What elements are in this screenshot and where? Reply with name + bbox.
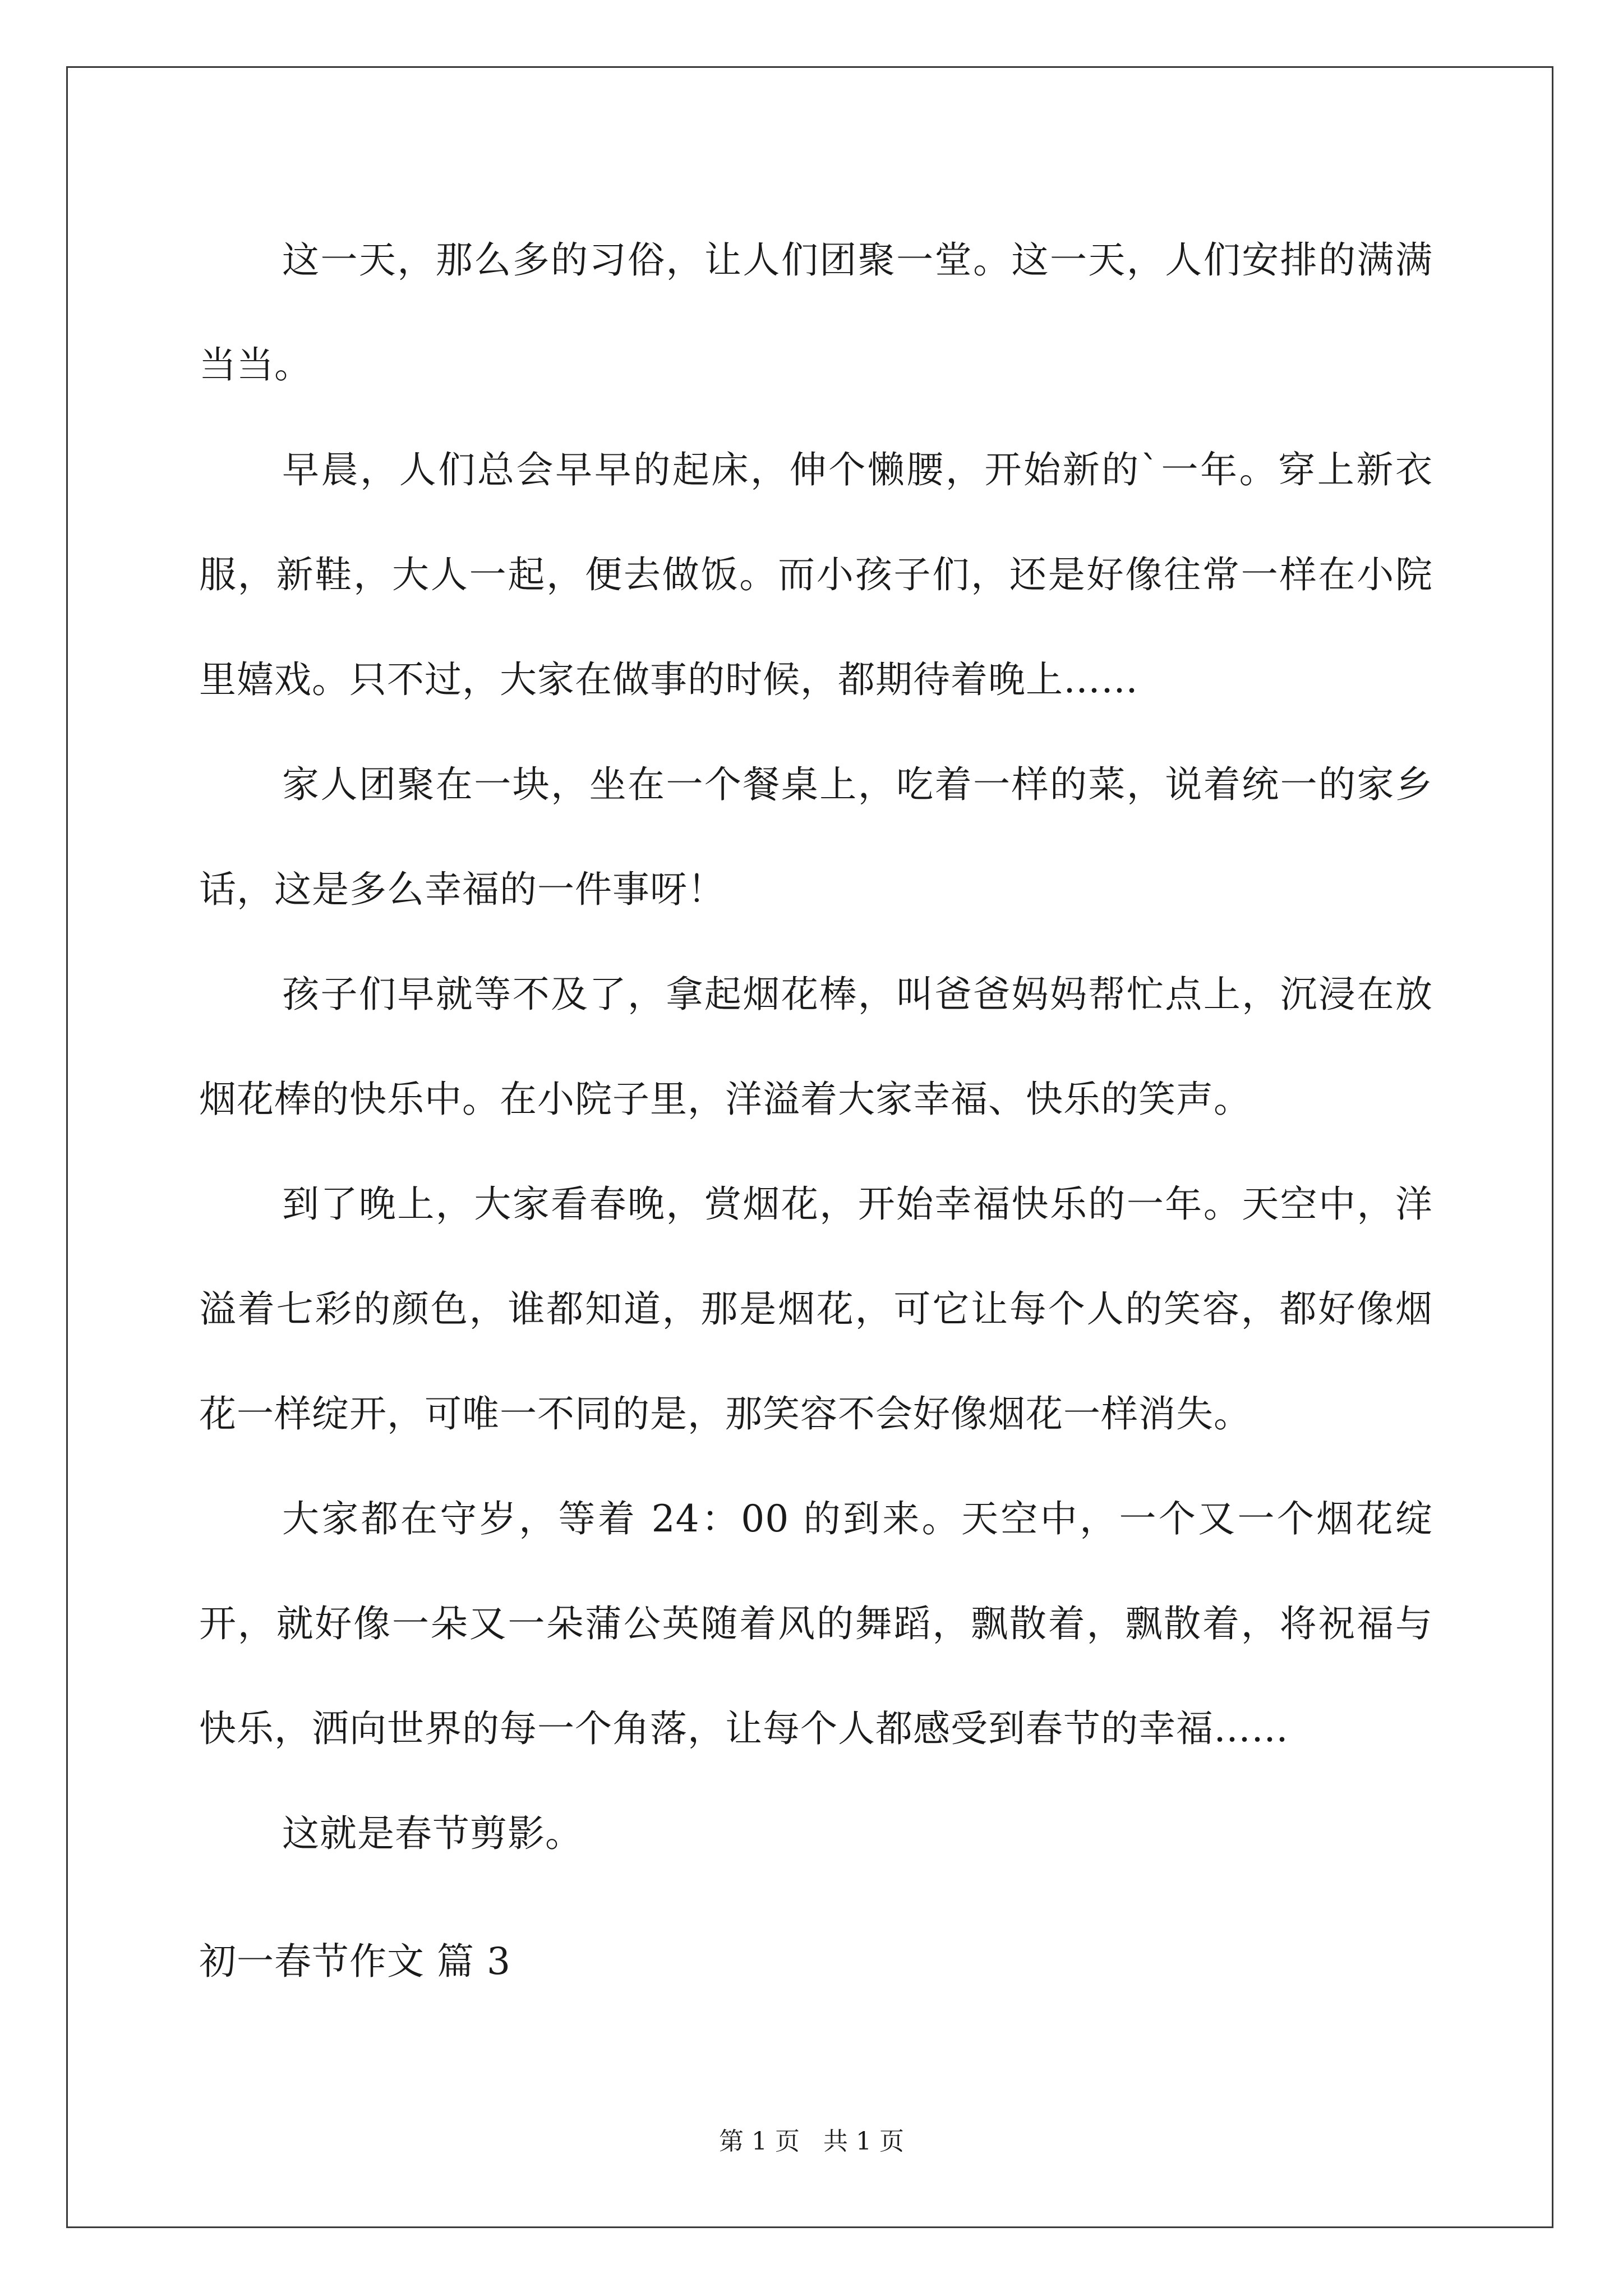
paragraph-3: 家人团聚在一块，坐在一个餐桌上，吃着一样的菜，说着统一的家乡话，这是多么幸福的一件事呀！	[199, 763, 1433, 911]
paragraph-5: 到了晚上，大家看春晚，赏烟花，开始幸福快乐的一年。天空中，洋溢着七彩的颜色，谁都知道，那是烟花，可它让每个人的笑容，都好像烟花一样绽开，可唯一不同的是，那笑容不会好像烟花一样消失。	[199, 1182, 1433, 1435]
page-total: 共 1 页	[823, 2127, 904, 2156]
paragraph-4: 孩子们早就等不及了，拿起烟花棒，叫爸爸妈妈帮忙点上，沉浸在放烟花棒的快乐中。在小院子里，洋溢着大家幸福、快乐的笑声。	[199, 973, 1433, 1121]
document-body	[199, 208, 1433, 1886]
paragraph-7: 这就是春节剪影。	[282, 1812, 583, 1855]
paragraph-2: 早晨，人们总会早早的起床，伸个懒腰，开始新的`一年。穿上新衣服，新鞋，大人一起，便去做饭。而小孩子们，还是好像往常一样在小院里嬉戏。只不过，大家在做事的时候，都期待着晚上……	[199, 448, 1433, 701]
paragraph-6: 大家都在守岁，等着 24：00 的到来。天空中，一个又一个烟花绽开，就好像一朵又一朵蒲公英随着风的舞蹈，飘散着，飘散着，将祝福与快乐，洒向世界的每一个角落，让每个人都感受到春节的幸福……	[199, 1497, 1433, 1750]
paragraph-1: 这一天，那么多的习俗，让人们团聚一堂。这一天，人们安排的满满当当。	[199, 238, 1433, 386]
page-number: 第 1 页	[719, 2127, 800, 2156]
page-footer	[0, 2126, 1623, 2157]
section-heading: 初一春节作文 篇 3	[199, 1940, 511, 1983]
